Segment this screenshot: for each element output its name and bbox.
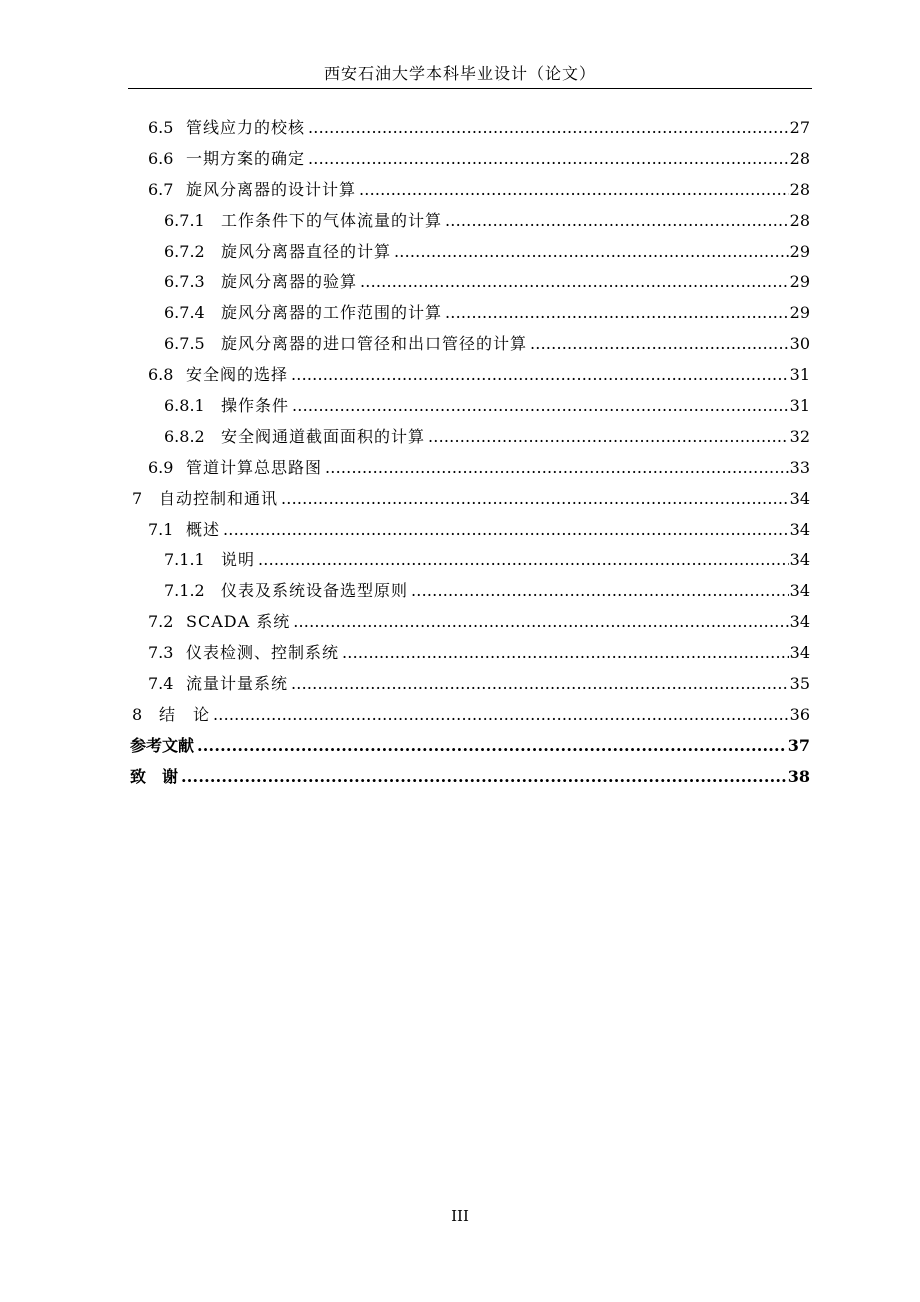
toc-entry-number: 6.7.4: [164, 303, 205, 323]
toc-entry-title: 仪表检测、控制系统: [186, 643, 340, 663]
toc-entry-page: 35: [789, 674, 810, 694]
toc-entry[interactable]: [130, 422, 810, 453]
toc-dot-leader: [291, 360, 789, 391]
toc-entry[interactable]: [130, 267, 810, 298]
page-number: III: [451, 1207, 469, 1225]
toc-entry-page: 29: [789, 241, 810, 261]
toc-dot-leader: [445, 298, 789, 329]
toc-entry-title: SCADA 系统: [186, 612, 291, 632]
toc-entry-references[interactable]: [130, 731, 810, 762]
toc-entry-title: 工作条件下的气体流量的计算: [221, 210, 443, 230]
toc-entry-title: 旋风分离器的进口管径和出口管径的计算: [221, 334, 528, 354]
toc-entry-title: 旋风分离器的设计计算: [186, 179, 357, 199]
toc-entry[interactable]: [130, 484, 810, 515]
toc-dot-leader: [197, 731, 787, 762]
toc-entry-title: 仪表及系统设备选型原则: [221, 581, 409, 601]
toc-entry-number: 6.8.1: [164, 396, 205, 416]
toc-entry[interactable]: [130, 669, 810, 700]
toc-dot-leader: [223, 515, 789, 546]
toc-entry-page: 28: [789, 210, 810, 230]
toc-entry[interactable]: [130, 206, 810, 237]
toc-dot-leader: [181, 762, 787, 793]
toc-entry-title: 概述: [186, 519, 221, 539]
toc-entry-page: 34: [789, 581, 810, 601]
toc-entry[interactable]: [130, 113, 810, 144]
toc-entry-title: 流量计量系统: [186, 674, 289, 694]
toc-entry-number: 7.1.2: [164, 581, 205, 601]
toc-entry-number: 6.8.2: [164, 426, 205, 446]
toc-entry[interactable]: [130, 638, 810, 669]
toc-entry-page: 34: [789, 612, 810, 632]
toc-entry-page: 34: [789, 488, 810, 508]
toc-entry-number: 7.1.1: [164, 550, 205, 570]
toc-entry[interactable]: [130, 298, 810, 329]
toc-entry-acknowledgements[interactable]: [130, 762, 810, 793]
toc-entry-number: 7: [132, 488, 143, 508]
header-divider: [128, 88, 812, 89]
toc-dot-leader: [342, 638, 789, 669]
toc-entry-page: 32: [789, 426, 810, 446]
toc-entry[interactable]: [130, 607, 810, 638]
toc-entry-title: 自动控制和通讯: [159, 488, 279, 508]
toc-entry-page: 38: [787, 766, 810, 786]
toc-entry-title: 参考文献: [130, 735, 195, 755]
toc-entry-page: 29: [789, 272, 810, 292]
toc-dot-leader: [394, 237, 789, 268]
toc-entry-title: 结 论: [159, 704, 211, 724]
toc-entry-title: 旋风分离器直径的计算: [221, 241, 392, 261]
toc-dot-leader: [293, 607, 788, 638]
toc-entry[interactable]: [130, 453, 810, 484]
toc-dot-leader: [292, 391, 789, 422]
toc-dot-leader: [291, 669, 789, 700]
toc-entry[interactable]: [130, 144, 810, 175]
page-header-title: 西安石油大学本科毕业设计（论文）: [323, 64, 596, 83]
toc-entry[interactable]: [130, 360, 810, 391]
toc-entry-number: 6.8: [148, 365, 174, 385]
toc-entry-page: 37: [787, 735, 810, 755]
toc-dot-leader: [360, 267, 789, 298]
toc-dot-leader: [530, 329, 789, 360]
toc-dot-leader: [428, 422, 789, 453]
toc-dot-leader: [281, 484, 789, 515]
toc-entry-title: 安全阀的选择: [186, 365, 289, 385]
toc-entry-number: 8: [132, 704, 143, 724]
toc-entry-number: 7.3: [148, 643, 174, 663]
toc-entry-number: 6.7.5: [164, 334, 205, 354]
toc-entry-number: 6.5: [148, 118, 174, 137]
table-of-contents: [130, 113, 810, 793]
toc-entry-page: 31: [789, 396, 810, 416]
toc-entry-title: 致 谢: [130, 766, 179, 786]
toc-entry[interactable]: [130, 545, 810, 576]
toc-entry-page: 34: [789, 643, 810, 663]
toc-entry-title: 一期方案的确定: [186, 148, 306, 168]
toc-entry-title: 操作条件: [221, 396, 290, 416]
toc-entry-title: 安全阀通道截面面积的计算: [221, 426, 426, 446]
toc-entry-number: 6.7.2: [164, 241, 205, 261]
toc-entry-title: 管道计算总思路图: [186, 457, 323, 477]
toc-dot-leader: [308, 113, 789, 144]
toc-entry[interactable]: [130, 700, 810, 731]
toc-entry-page: 28: [789, 179, 810, 199]
toc-entry-page: 28: [789, 148, 810, 168]
toc-dot-leader: [213, 700, 789, 731]
toc-entry[interactable]: [130, 515, 810, 546]
toc-entry-page: 33: [789, 457, 810, 477]
toc-entry-page: 31: [789, 365, 810, 385]
toc-entry[interactable]: [130, 329, 810, 360]
toc-dot-leader: [258, 545, 789, 576]
toc-entry-page: 36: [789, 704, 810, 724]
toc-entry-number: 7.4: [148, 674, 174, 694]
toc-entry-title: 旋风分离器的验算: [221, 272, 358, 292]
toc-entry-page: 34: [789, 550, 810, 570]
toc-entry-number: 6.7: [148, 179, 174, 199]
toc-entry[interactable]: [130, 237, 810, 268]
toc-entry-page: 27: [789, 118, 810, 137]
toc-entry-title: 管线应力的校核: [186, 118, 306, 137]
toc-dot-leader: [308, 144, 789, 175]
toc-entry-number: 6.7.3: [164, 272, 205, 292]
toc-entry[interactable]: [130, 576, 810, 607]
toc-dot-leader: [411, 576, 789, 607]
toc-entry[interactable]: [130, 175, 810, 206]
toc-entry-number: 7.2: [148, 612, 174, 632]
toc-entry-number: 6.9: [148, 457, 174, 477]
toc-entry-number: 6.7.1: [164, 210, 205, 230]
toc-entry-title: 旋风分离器的工作范围的计算: [221, 303, 443, 323]
toc-entry-page: 34: [789, 519, 810, 539]
toc-entry-number: 6.6: [148, 148, 174, 168]
toc-entry-page: 30: [789, 334, 810, 354]
toc-dot-leader: [445, 206, 789, 237]
toc-entry-title: 说明: [221, 550, 256, 570]
toc-entry-number: 7.1: [148, 519, 174, 539]
toc-entry-page: 29: [789, 303, 810, 323]
toc-dot-leader: [359, 175, 789, 206]
toc-entry[interactable]: [130, 391, 810, 422]
toc-dot-leader: [325, 453, 789, 484]
